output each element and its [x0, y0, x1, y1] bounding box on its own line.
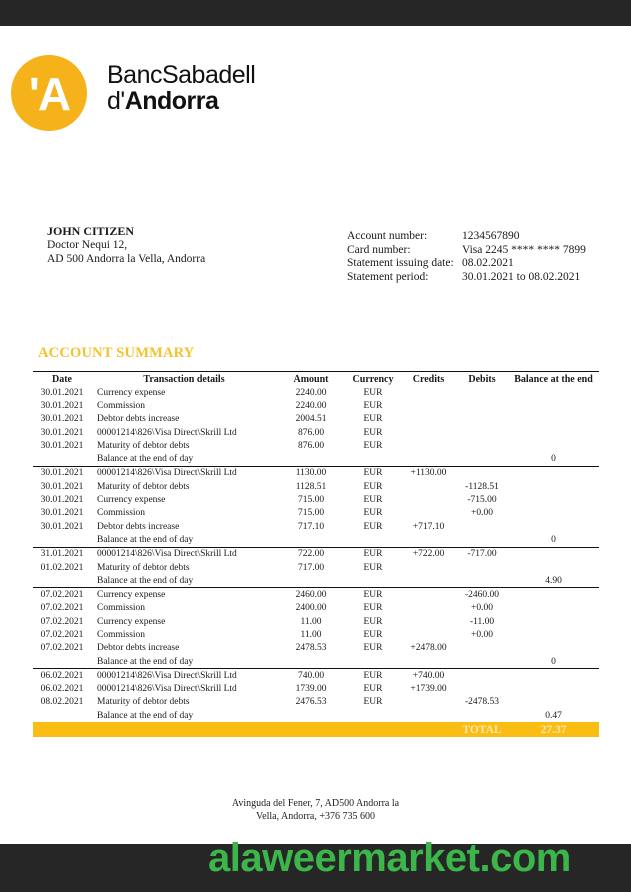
cell-balance: [508, 413, 599, 426]
cell-debit: +0.00: [471, 629, 493, 640]
cell-details: Maturity of debtor debts: [97, 697, 190, 708]
empty-cell: [456, 533, 508, 547]
balance-end-of-day-row: [33, 533, 599, 547]
logo-glyph: 'A: [28, 68, 70, 120]
cell-date: 30.01.2021: [40, 521, 84, 532]
table-row: [33, 399, 599, 412]
col-details: Transaction details: [91, 372, 277, 387]
cell-credit: [401, 507, 456, 520]
cell-amount: 11.00: [300, 616, 322, 627]
empty-cell: [33, 655, 91, 669]
cell-balance: [508, 439, 599, 452]
cell-amount: 717.10: [297, 521, 325, 532]
cell-currency: EUR: [363, 562, 383, 573]
balance-label: Balance at the end of day: [91, 655, 277, 669]
cell-currency: EUR: [363, 427, 383, 438]
cell-credit: [401, 628, 456, 641]
cell-details: Debtor debts increase: [97, 521, 180, 532]
cell-details: 00001214\826\Visa Direct\Skrill Ltd: [97, 684, 237, 695]
cell-balance: [508, 480, 599, 493]
empty-cell: [345, 452, 401, 466]
cell-balance: [508, 696, 599, 709]
empty-cell: [277, 709, 345, 722]
cell-details: Commission: [97, 400, 146, 411]
cell-details: Debtor debts increase: [97, 643, 180, 654]
cell-currency: EUR: [363, 481, 383, 492]
cell-credit: [401, 399, 456, 412]
total-empty-cell: [277, 722, 345, 737]
bank-name-bold: Andorra: [124, 87, 219, 115]
cell-debit: +0.00: [471, 603, 493, 614]
balance-value: 0: [508, 655, 599, 669]
empty-cell: [456, 452, 508, 466]
empty-cell: [401, 709, 456, 722]
customer-block: [47, 224, 205, 266]
cell-currency: EUR: [363, 616, 383, 627]
cell-details: Currency expense: [97, 495, 166, 506]
account-number-label: Account number:: [347, 230, 428, 242]
cell-details: Currency expense: [97, 616, 166, 627]
cell-currency: EUR: [363, 400, 383, 411]
empty-cell: [456, 574, 508, 588]
cell-date: 06.02.2021: [40, 670, 84, 681]
empty-cell: [33, 533, 91, 547]
empty-cell: [277, 452, 345, 466]
customer-address-line1: Doctor Nequi 12,: [47, 239, 128, 251]
cell-balance: [508, 642, 599, 655]
cell-currency: EUR: [363, 549, 383, 560]
cell-amount: 2478.53: [295, 643, 327, 654]
cell-debit: [456, 642, 508, 655]
empty-cell: [456, 709, 508, 722]
issuing-date-label: Statement issuing date:: [347, 257, 454, 269]
col-balance: Balance at the end: [508, 372, 599, 387]
table-row: [33, 683, 599, 696]
cell-amount: 715.00: [297, 495, 325, 506]
cell-amount: 1739.00: [295, 684, 327, 695]
empty-cell: [277, 574, 345, 588]
table-row: [33, 669, 599, 683]
total-label: TOTAL: [456, 722, 508, 737]
cell-credit: [401, 602, 456, 615]
account-info-row: [347, 257, 586, 271]
cell-currency: EUR: [363, 521, 383, 532]
col-credits: Credits: [401, 372, 456, 387]
card-number-label: Card number:: [347, 243, 411, 256]
account-summary-title: ACCOUNT SUMMARY: [38, 345, 195, 361]
statement-period-value: 30.01.2021 to 08.02.2021: [462, 270, 581, 283]
cell-amount: 2400.00: [295, 603, 327, 614]
cell-debit: +0.00: [471, 508, 493, 519]
cell-currency: EUR: [363, 414, 383, 425]
cell-credit: [401, 413, 456, 426]
total-empty-cell: [401, 722, 456, 737]
balance-value: 0: [508, 533, 599, 547]
cell-date: 30.01.2021: [40, 508, 84, 519]
cell-debit: [456, 683, 508, 696]
balance-label: Balance at the end of day: [97, 710, 194, 721]
cell-currency: EUR: [363, 495, 383, 506]
total-empty-cell: [33, 722, 91, 737]
bank-name-prefix: d': [107, 87, 125, 115]
table-row: [33, 439, 599, 452]
table-row: [33, 413, 599, 426]
cell-credit: [401, 386, 456, 399]
col-date: Date: [33, 372, 91, 387]
cell-details: Debtor debts increase: [97, 414, 180, 425]
table-row: [33, 480, 599, 493]
cell-balance: [508, 399, 599, 412]
table-row: [33, 547, 599, 561]
balance-label: Balance at the end of day: [91, 452, 277, 466]
cell-amount: 2240.00: [295, 387, 327, 398]
account-info: [347, 230, 586, 284]
cell-currency: EUR: [363, 670, 383, 681]
cell-currency: EUR: [363, 697, 383, 708]
cell-details: 00001214\826\Visa Direct\Skrill Ltd: [97, 427, 237, 438]
balance-end-of-day-row: [33, 452, 599, 466]
empty-cell: [345, 533, 401, 547]
cell-currency: EUR: [363, 603, 383, 614]
cell-date: 31.01.2021: [40, 549, 84, 560]
table-row: [33, 602, 599, 615]
cell-balance: [508, 561, 599, 574]
cell-balance: [508, 507, 599, 520]
empty-cell: [33, 709, 91, 722]
table-row: [33, 426, 599, 439]
cell-amount: 722.00: [297, 549, 325, 560]
account-info-row: [347, 271, 586, 285]
cell-balance: [508, 466, 599, 480]
cell-date: 30.01.2021: [40, 440, 84, 451]
balance-end-of-day-row: [33, 709, 599, 722]
account-info-row: [347, 230, 586, 244]
table-header-row: [33, 372, 599, 387]
balance-label: Balance at the end of day: [91, 533, 277, 547]
cell-amount: 1130.00: [295, 468, 327, 479]
table-row: [33, 507, 599, 520]
cell-date: 06.02.2021: [40, 684, 84, 695]
cell-debit: [456, 386, 508, 399]
cell-credit: [401, 588, 456, 602]
cell-balance: [508, 547, 599, 561]
cell-debit: -11.00: [469, 616, 495, 627]
cell-amount: 2460.00: [295, 590, 327, 601]
cell-details: 00001214\826\Visa Direct\Skrill Ltd: [97, 468, 237, 479]
cell-balance: [508, 588, 599, 602]
cell-credit: [401, 439, 456, 452]
cell-amount: 2476.53: [295, 697, 327, 708]
balance-value: 4.90: [508, 574, 599, 588]
cell-debit: -2478.53: [464, 697, 500, 708]
cell-credit: [401, 480, 456, 493]
top-bar: [0, 0, 631, 26]
table-row: [33, 615, 599, 628]
account-number-value: 1234567890: [462, 230, 520, 242]
cell-amount: 2240.00: [295, 400, 327, 411]
cell-debit: [456, 426, 508, 439]
cell-balance: [508, 493, 599, 506]
cell-amount: 740.00: [297, 670, 325, 681]
cell-debit: [456, 466, 508, 480]
cell-debit: -715.00: [467, 495, 497, 506]
empty-cell: [345, 574, 401, 588]
empty-cell: [33, 574, 91, 588]
account-info-row: [347, 244, 586, 258]
cell-currency: EUR: [363, 387, 383, 398]
transactions-table: [33, 371, 599, 737]
empty-cell: [456, 655, 508, 669]
cell-debit: [456, 520, 508, 533]
table-row: [33, 696, 599, 709]
cell-amount: 876.00: [297, 440, 325, 451]
balance-end-of-day-row: [33, 574, 599, 588]
empty-cell: [401, 452, 456, 466]
cell-currency: EUR: [363, 440, 383, 451]
table-row: [33, 642, 599, 655]
issuing-date-value: 08.02.2021: [462, 257, 514, 269]
bank-name-line2: [107, 88, 255, 114]
cell-date: 07.02.2021: [40, 629, 84, 640]
table-row: [33, 588, 599, 602]
table-row: [33, 628, 599, 641]
cell-amount: 1128.51: [295, 481, 327, 492]
table-row: [33, 466, 599, 480]
cell-credit: [401, 696, 456, 709]
cell-date: 30.01.2021: [40, 481, 84, 492]
total-empty-cell: [91, 722, 277, 737]
cell-details: Commission: [97, 508, 146, 519]
cell-details: Currency expense: [97, 590, 166, 601]
customer-name: JOHN CITIZEN: [47, 224, 135, 238]
cell-date: 30.01.2021: [40, 400, 84, 411]
cell-amount: 11.00: [300, 629, 322, 640]
cell-balance: [508, 683, 599, 696]
cell-amount: 717.00: [297, 562, 325, 573]
empty-cell: [345, 709, 401, 722]
cell-date: 07.02.2021: [40, 603, 84, 614]
cell-credit: [401, 493, 456, 506]
cell-debit: [456, 399, 508, 412]
cell-date: 07.02.2021: [40, 643, 84, 654]
balance-value: 0: [508, 452, 599, 466]
table-row: [33, 493, 599, 506]
footer-line1: Avinguda del Fener, 7, AD500 Andorra la: [231, 798, 400, 809]
cell-currency: EUR: [363, 643, 383, 654]
cell-currency: EUR: [363, 468, 383, 479]
balance-label: Balance at the end of day: [91, 574, 277, 588]
cell-credit: +717.10: [412, 521, 445, 532]
cell-details: Maturity of debtor debts: [97, 562, 190, 573]
cell-balance: [508, 386, 599, 399]
cell-credit: +1130.00: [410, 468, 447, 479]
cell-details: Maturity of debtor debts: [97, 481, 190, 492]
cell-credit: [401, 615, 456, 628]
cell-debit: [456, 561, 508, 574]
statement-period-label: Statement period:: [347, 270, 429, 283]
total-row: [33, 722, 599, 737]
cell-credit: [401, 561, 456, 574]
cell-date: 08.02.2021: [40, 697, 84, 708]
cell-debit: -2460.00: [464, 590, 500, 601]
empty-cell: [401, 574, 456, 588]
cell-debit: [456, 413, 508, 426]
cell-debit: [456, 439, 508, 452]
cell-date: 30.01.2021: [40, 427, 84, 438]
total-value: 27.37: [508, 722, 599, 737]
cell-date: 30.01.2021: [40, 414, 84, 425]
cell-balance: [508, 615, 599, 628]
cell-amount: 715.00: [297, 508, 325, 519]
cell-currency: EUR: [363, 684, 383, 695]
cell-date: 07.02.2021: [40, 590, 84, 601]
cell-date: 01.02.2021: [40, 562, 84, 573]
watermark-text: alaweermarket.com: [208, 836, 571, 880]
cell-debit: -1128.51: [465, 481, 499, 492]
cell-credit: +740.00: [412, 670, 445, 681]
balance-end-of-day-row: [33, 655, 599, 669]
footer-line2: Vella, Andorra, +376 735 600: [256, 811, 375, 822]
empty-cell: [401, 533, 456, 547]
cell-details: Currency expense: [97, 387, 166, 398]
cell-balance: [508, 426, 599, 439]
empty-cell: [277, 533, 345, 547]
table-row: [33, 386, 599, 399]
cell-currency: EUR: [363, 629, 383, 640]
cell-balance: [508, 520, 599, 533]
empty-cell: [345, 655, 401, 669]
cell-currency: EUR: [363, 590, 383, 601]
cell-credit: +722.00: [412, 549, 445, 560]
cell-credit: +1739.00: [410, 684, 447, 695]
col-currency: Currency: [345, 372, 401, 387]
cell-debit: -717.00: [467, 549, 497, 560]
cell-amount: 876.00: [297, 427, 325, 438]
cell-balance: [508, 602, 599, 615]
col-amount: Amount: [277, 372, 345, 387]
cell-date: 07.02.2021: [40, 616, 84, 627]
empty-cell: [401, 655, 456, 669]
balance-value: 0.47: [545, 710, 562, 721]
customer-address-line2: AD 500 Andorra la Vella, Andorra: [47, 253, 206, 265]
empty-cell: [33, 452, 91, 466]
card-number-value: Visa 2245 **** **** 7899: [462, 243, 586, 256]
cell-date: 30.01.2021: [40, 495, 84, 506]
col-debits: Debits: [456, 372, 508, 387]
transactions-body: [33, 386, 599, 737]
cell-balance: [508, 669, 599, 683]
cell-date: 30.01.2021: [40, 468, 84, 479]
cell-details: 00001214\826\Visa Direct\Skrill Ltd: [97, 549, 237, 560]
cell-details: Commission: [97, 603, 146, 614]
cell-details: 00001214\826\Visa Direct\Skrill Ltd: [97, 670, 237, 681]
cell-credit: [401, 426, 456, 439]
bank-name: [107, 62, 255, 114]
table-row: [33, 561, 599, 574]
cell-amount: 2004.51: [295, 414, 327, 425]
cell-details: Maturity of debtor debts: [97, 440, 190, 451]
bank-name-line1: BancSabadell: [107, 61, 256, 89]
empty-cell: [277, 655, 345, 669]
cell-credit: +2478.00: [410, 643, 447, 654]
cell-details: Commission: [97, 629, 146, 640]
bank-logo-icon: [11, 55, 87, 131]
table-row: [33, 520, 599, 533]
cell-debit: [456, 669, 508, 683]
cell-currency: EUR: [363, 508, 383, 519]
cell-balance: [508, 628, 599, 641]
bank-address-footer: [0, 797, 631, 823]
total-empty-cell: [345, 722, 401, 737]
cell-date: 30.01.2021: [40, 387, 84, 398]
